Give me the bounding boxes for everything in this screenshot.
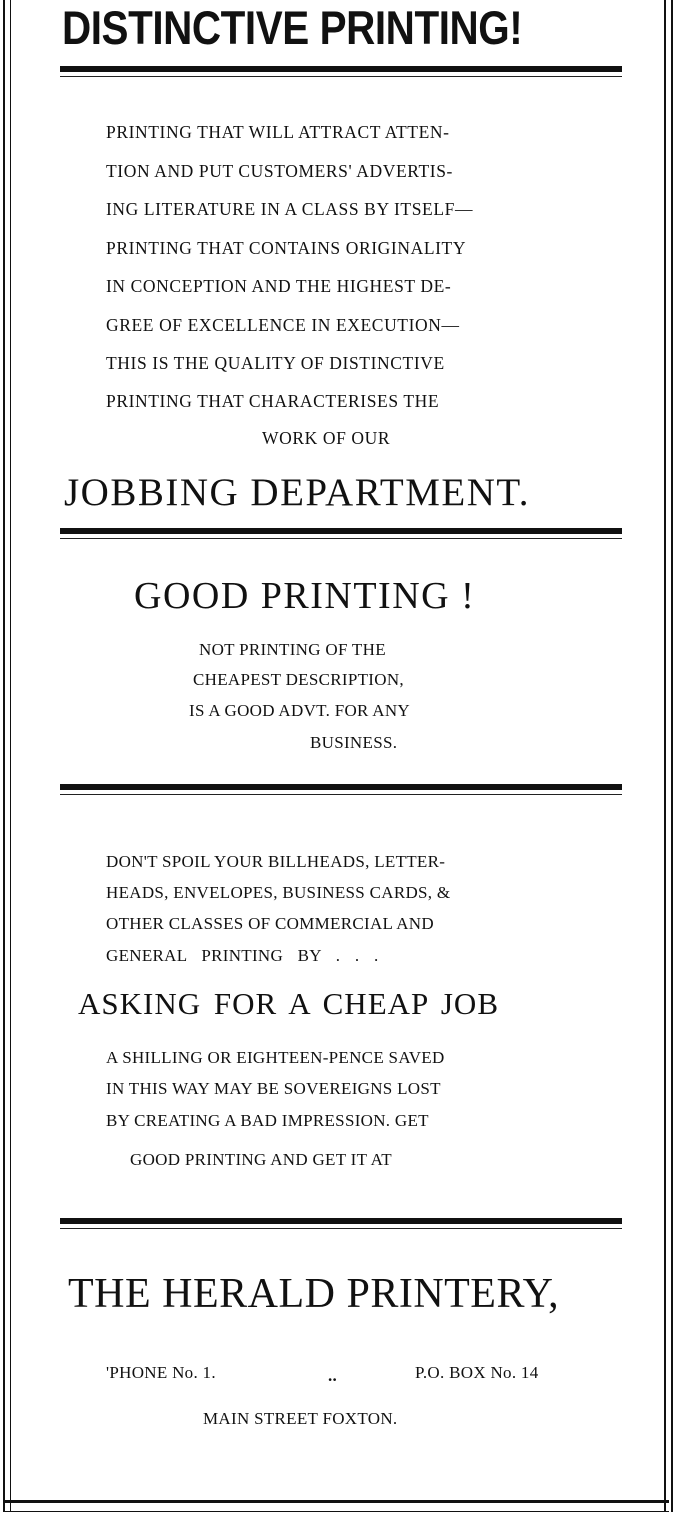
spoil-line: DON'T SPOIL YOUR BILLHEADS, LETTER- xyxy=(106,852,446,871)
saved-line: BY CREATING A BAD IMPRESSION. GET xyxy=(106,1111,429,1130)
spoil-line: OTHER CLASSES OF COMMERCIAL AND xyxy=(106,914,434,933)
rule-1 xyxy=(60,66,622,77)
phone-number: 'PHONE No. 1. xyxy=(106,1363,216,1382)
good-line: IS A GOOD ADVT. FOR ANY xyxy=(189,701,411,720)
saved-line: A SHILLING OR EIGHTEEN-PENCE SAVED xyxy=(106,1048,445,1067)
printery-name xyxy=(68,1270,559,1318)
saved-line: GOOD PRINTING AND GET IT AT xyxy=(130,1150,392,1169)
good-line: NOT PRINTING OF THE xyxy=(199,640,386,659)
rule-2 xyxy=(60,528,622,539)
frame-left-border xyxy=(3,0,11,1512)
intro-line: IN CONCEPTION AND THE HIGHEST DE- xyxy=(106,276,452,296)
intro-line: ING LITERATURE IN A CLASS BY ITSELF— xyxy=(106,199,474,219)
department-heading: JOBBING DEPARTMENT. xyxy=(64,471,531,514)
cheap-job-heading: ASKING FOR A CHEAP JOB xyxy=(78,986,499,1021)
good-printing-heading: GOOD PRINTING ! xyxy=(134,575,476,617)
frame-right-border xyxy=(664,0,673,1512)
intro-line: THIS IS THE QUALITY OF DISTINCTIVE xyxy=(106,353,445,373)
rule-4 xyxy=(60,1218,622,1229)
separator-dots: .. xyxy=(328,1366,338,1385)
intro-line: GREE OF EXCELLENCE IN EXECUTION— xyxy=(106,315,460,335)
saved-line: IN THIS WAY MAY BE SOVEREIGNS LOST xyxy=(106,1079,441,1098)
printery-name-text: THE HERALD PRINTERY, xyxy=(68,1271,560,1317)
intro-line: PRINTING THAT CHARACTERISES THE xyxy=(106,391,440,411)
good-last-line: BUSINESS. xyxy=(310,733,398,752)
rule-3 xyxy=(60,784,622,795)
intro-line: PRINTING THAT WILL ATTRACT ATTEN- xyxy=(106,122,450,142)
address: MAIN STREET FOXTON. xyxy=(203,1409,398,1428)
good-line: CHEAPEST DESCRIPTION, xyxy=(193,670,404,689)
spoil-line: HEADS, ENVELOPES, BUSINESS CARDS, & xyxy=(106,883,451,902)
intro-last-line: WORK OF OUR xyxy=(262,428,391,448)
headline: DISTINCTIVE PRINTING! xyxy=(62,1,523,54)
frame-bottom-border xyxy=(3,1500,669,1512)
intro-line: PRINTING THAT CONTAINS ORIGINALITY xyxy=(106,238,467,258)
spoil-line: GENERAL PRINTING BY . . . xyxy=(106,946,379,965)
po-box: P.O. BOX No. 14 xyxy=(415,1363,539,1382)
intro-line: TION AND PUT CUSTOMERS' ADVERTIS- xyxy=(106,161,453,181)
